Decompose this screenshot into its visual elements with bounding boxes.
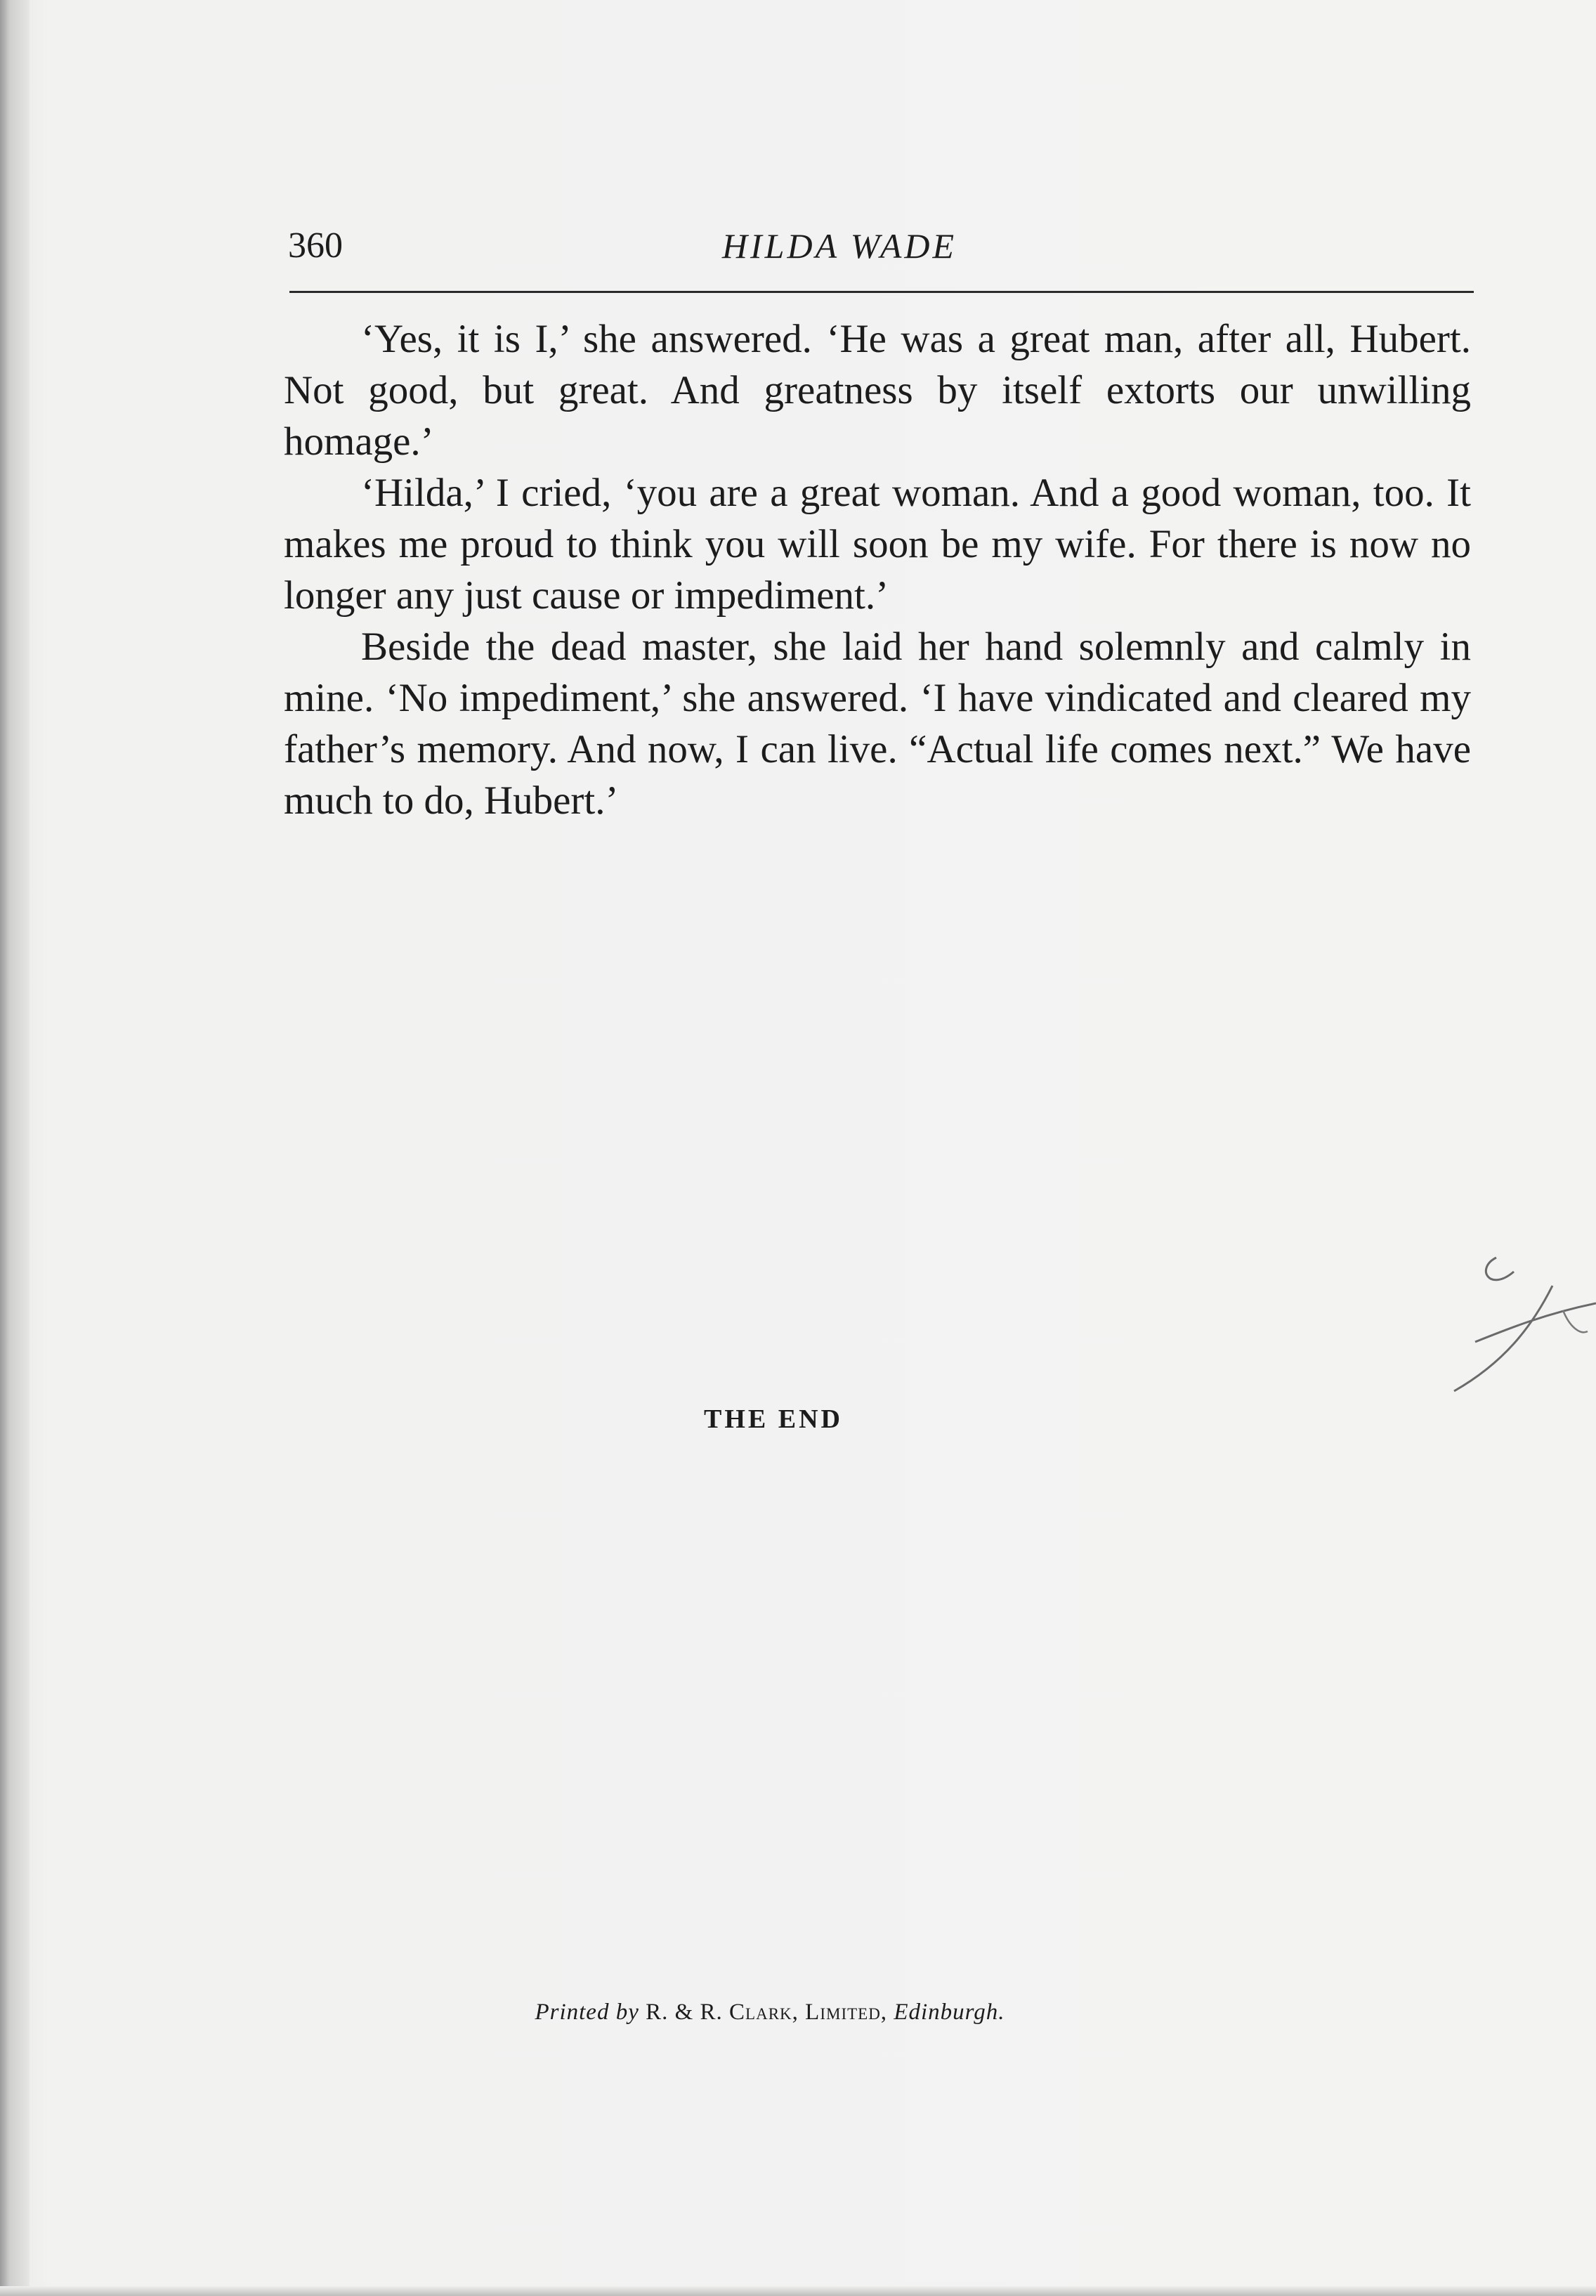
page-header xyxy=(288,218,1475,281)
header-rule xyxy=(289,291,1474,293)
imprint-printed-by: Printed by xyxy=(535,2000,639,2025)
page-binding-edge xyxy=(0,0,30,2296)
printer-imprint xyxy=(0,2000,1596,2026)
imprint-city: Edinburgh. xyxy=(894,2000,1005,2025)
paragraph-3: Beside the dead master, she laid her hand solemnly and calmly in mine. ‘No impediment,’ she answered. ‘I have vindicated and cleared my father’s memory. And now, I can live. “Actual life comes next.” We have much to do, Hubert.’ xyxy=(284,625,1471,823)
imprint-printer: R. & R. Clark, Limited, xyxy=(646,2000,888,2025)
running-title: HILDA WADE xyxy=(721,226,957,266)
handwritten-pencil-mark-icon xyxy=(1447,1229,1596,1398)
the-end-heading: THE END xyxy=(704,1404,843,1434)
paragraph-2: ‘Hilda,’ I cried, ‘you are a great woman. And a good woman, too. It makes me proud to think you will soon be my wife. For there is now no longer any just cause or impediment.’ xyxy=(284,471,1471,618)
page-bottom-edge xyxy=(0,2286,1596,2296)
page-number: 360 xyxy=(288,226,343,266)
paragraph-1: ‘Yes, it is I,’ she answered. ‘He was a great man, after all, Hubert. Not good, but great. And greatness by itself extorts our unwilling homage.’ xyxy=(284,317,1471,464)
body-text xyxy=(284,313,1471,826)
